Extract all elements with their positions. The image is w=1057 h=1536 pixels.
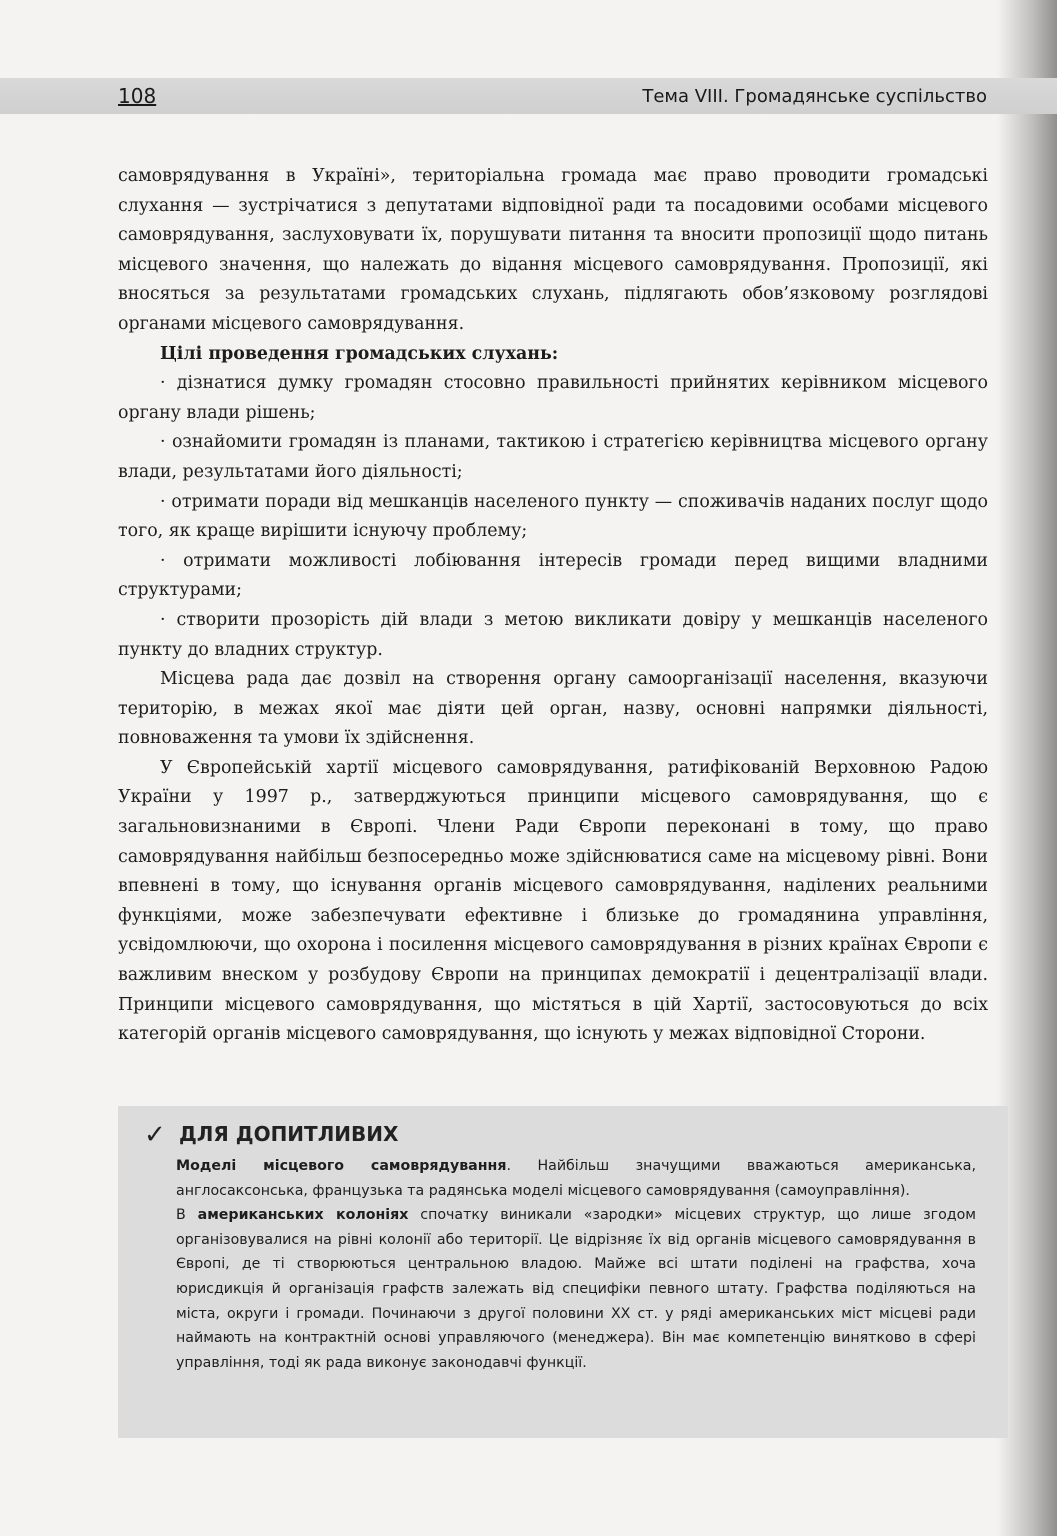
info-box-for-curious [118, 1106, 1008, 1438]
info-box-title: ДЛЯ ДОПИТЛИВИХ [178, 1122, 399, 1146]
info-text-american: спочатку виникали «зародки» місцевих структур, що лише згодом організовувалися на рівні колонії або території. Це відрізняє їх від органів місцевого самоврядування в Європі, де ті створюються центральною владою. Майже всі штати поділені на графства, хоча юрисдикція й організація графств залежать від специфіки певного штату. Графства поділяються на міста, округи і громади. Починаючи з другої половини XX ст. у ряді американських міст місцеві ради наймають на контрактній основі управляючого (менеджера). Він має компетенцію винятково в сфері управління, тоді як рада виконує законодавчі функції. [176, 1207, 976, 1371]
info-paragraph-american [176, 1203, 976, 1375]
info-term-american: американських колоніях [197, 1207, 409, 1224]
info-paragraph-models [176, 1154, 976, 1203]
check-icon: ✓ [144, 1120, 166, 1150]
info-box-body [176, 1154, 976, 1375]
info-text-american-start: В [176, 1207, 198, 1224]
info-box-header [144, 1120, 398, 1150]
paragraph-public-hearings: самоврядування в Україні», територіальна громада має право проводити громадські слухання — зустрічатися з депутатами відповідної ради та посадовими особами місцевого самоврядування, заслуховувати їх, порушувати питання та вносити пропозиції щодо питань місцевого значення, що належать до відання місцевого самоврядування. Пропозиції, які вносяться за результатами громадських слухань, підлягають обов’язковому розглядові органами місцевого самоврядування. [118, 166, 988, 334]
goal-item: · отримати можливості лобіювання інтересів громади перед вищими владними структурами; [118, 550, 988, 601]
goal-item: · ознайомити громадян із планами, тактикою і стратегією керівництва місцевого органу влади, результатами його діяльності; [118, 432, 988, 482]
paragraph-local-council: Місцева рада дає дозвіл на створення органу самоорганізації населення, вказуючи територію, в межах якої має діяти цей орган, назву, основні напрямки діяльності, повноваження та умови їх здійснення. [118, 669, 988, 749]
running-title: Тема VIII. Громадянське суспільство [642, 86, 987, 107]
goal-item: · дізнатися думку громадян стосовно правильності прийнятих керівником місцевого органу влади рішень; [118, 373, 988, 423]
goal-item: · отримати поради від мешканців населеного пункту — споживачів наданих послуг щодо того, як краще вирішити існуючу проблему; [118, 491, 988, 542]
goal-item: · створити прозорість дій влади з метою викликати довіру у мешканців населеного пункту до владних структур. [118, 609, 988, 660]
paragraph-european-charter: У Європейській хартії місцевого самоврядування, ратифікованій Верховною Радою України у 1997 р., затверджуються принципи місцевого самоврядування, що є загальновизнаними в Європі. Члени Ради Європи переконані в тому, що право самоврядування найбільш безпосередньо може здійснюватися саме на місцевому рівні. Вони впевнені в тому, що існування органів місцевого самоврядування, наділених реальними функціями, може забезпечувати ефективне і близьке до громадянина управління, усвідомлюючи, що охорона і посилення місцевого самоврядування в різних країнах Європи є важливим внеском у розбудову Європи на принципах демократії і децентралізації влади. Принципи місцевого самоврядування, що містяться в цій Хартії, застосовуються до всіх категорій органів місцевого самоврядування, що існують у межах відповідної Сторони. [118, 757, 988, 1045]
goals-heading: Цілі проведення громадських слухань: [160, 343, 559, 364]
page-number: 108 [118, 84, 157, 108]
main-text [118, 162, 988, 1050]
info-text-models: . Найбільш значущими вважаються американська, англосаксонська, французька та радянська моделі місцевого самоврядування (самоуправління). [176, 1158, 977, 1199]
info-term-models: Моделі місцевого самоврядування [176, 1158, 507, 1174]
